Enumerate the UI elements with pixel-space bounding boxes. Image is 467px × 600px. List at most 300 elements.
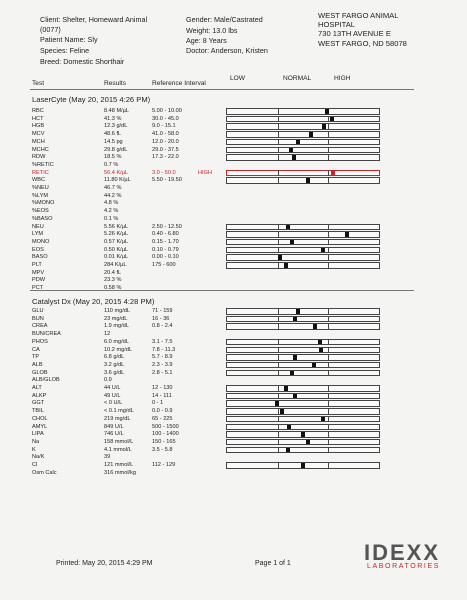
result-marker	[286, 448, 290, 453]
test-name: PHOS	[32, 338, 48, 345]
table-row	[0, 408, 467, 416]
range-divider	[278, 324, 279, 330]
result-value: 158 mmol/L	[104, 438, 134, 445]
column-reference: Reference Interval	[152, 80, 206, 87]
result-value: 0.1 %	[104, 215, 119, 222]
result-marker	[296, 309, 300, 314]
patient-value: Sly	[87, 35, 98, 44]
range-divider	[328, 155, 329, 161]
test-name: GLU	[32, 308, 44, 314]
result-marker	[286, 225, 290, 230]
range-bar	[226, 370, 380, 377]
range-divider	[328, 324, 329, 330]
weight-value: 13.0 lbs	[212, 26, 238, 35]
test-name: BUN/CREA	[32, 331, 61, 338]
result-value: 110 mg/dL	[104, 308, 131, 314]
reference-interval: 29.0 - 37.5	[152, 146, 179, 153]
reference-interval: 14 - 111	[152, 392, 172, 399]
test-name: MCHC	[32, 146, 49, 153]
table-row	[0, 439, 467, 447]
age-label: Age: 8 Years	[186, 36, 227, 45]
table-row	[0, 470, 467, 478]
result-marker	[275, 401, 279, 406]
patient-label: Patient Name: Sly	[40, 35, 98, 44]
reference-interval: 0.10 - 0.79	[152, 246, 179, 253]
range-divider	[328, 401, 329, 407]
column-test: Test	[32, 80, 45, 87]
test-name: ALKP	[32, 392, 47, 399]
range-divider	[328, 124, 329, 130]
reference-interval: 30.0 - 45.0	[152, 115, 179, 122]
result-value: 49 U/L	[104, 392, 121, 399]
reference-interval: 2.50 - 12.50	[152, 223, 182, 230]
range-divider	[328, 355, 329, 361]
range-divider	[278, 463, 279, 469]
test-name: MCH	[32, 138, 45, 145]
table-row	[0, 170, 467, 178]
reference-interval: 0 - 1	[152, 400, 164, 407]
result-value: 3.2 g/dL	[104, 361, 125, 368]
table-row	[0, 239, 467, 247]
test-name: Na	[32, 438, 40, 445]
table-row	[0, 254, 467, 262]
table-row	[0, 347, 467, 355]
range-bar	[226, 308, 380, 315]
range-bar	[226, 362, 380, 369]
table-row	[0, 262, 467, 270]
column-low: LOW	[230, 75, 246, 82]
range-divider	[278, 247, 279, 253]
result-marker	[287, 425, 291, 430]
reference-interval: 5.7 - 8.9	[152, 354, 173, 361]
page-number: Page 1 of 1	[255, 560, 291, 567]
result-marker	[289, 148, 293, 153]
test-name: %LYM	[32, 192, 49, 199]
reference-interval: 500 - 1500	[152, 423, 179, 430]
test-name: ALB/GLOB	[32, 377, 60, 384]
test-name: PDW	[32, 277, 46, 284]
table-row	[0, 116, 467, 124]
table-row	[0, 285, 467, 293]
table-row	[0, 200, 467, 208]
age-value: 8 Years	[202, 36, 227, 45]
range-bar	[226, 147, 380, 154]
range-divider	[278, 155, 279, 161]
test-name: MCV	[32, 131, 45, 138]
hospital-line: 730 13TH AVENUE E	[318, 29, 391, 39]
range-divider	[278, 355, 279, 361]
species-value: Feline	[69, 46, 90, 55]
reference-interval: 12.0 - 20.0	[152, 138, 179, 145]
column-high: HIGH	[334, 75, 351, 82]
result-value: 5.26 K/µL	[104, 231, 129, 238]
range-divider	[278, 447, 279, 453]
range-divider	[278, 109, 279, 115]
range-divider	[328, 339, 329, 345]
range-divider	[328, 463, 329, 469]
reference-interval: 3.5 - 5.8	[152, 446, 173, 453]
range-divider	[328, 432, 329, 438]
table-row	[0, 323, 467, 331]
result-marker	[284, 386, 288, 391]
result-marker	[301, 432, 305, 437]
table-row	[0, 447, 467, 455]
range-divider	[328, 255, 329, 261]
result-value: 5.56 K/µL	[104, 223, 129, 230]
range-divider	[328, 178, 329, 184]
range-bar	[226, 316, 380, 323]
table-row	[0, 393, 467, 401]
range-divider	[328, 263, 329, 269]
table-row	[0, 377, 467, 385]
result-value: 849 U/L	[104, 423, 124, 430]
table-row	[0, 162, 467, 170]
table-row	[0, 424, 467, 432]
range-bar	[226, 262, 380, 269]
result-value: 8.48 M/µL	[104, 108, 129, 114]
range-bar	[226, 131, 380, 138]
client-id: (0077)	[40, 25, 61, 34]
result-marker	[330, 117, 334, 122]
test-name: MONO	[32, 238, 50, 245]
range-bar	[226, 462, 380, 469]
table-row	[0, 462, 467, 470]
table-row	[0, 331, 467, 339]
range-divider	[328, 232, 329, 238]
result-marker	[296, 140, 300, 145]
test-name: PCT	[32, 285, 44, 292]
table-row	[0, 216, 467, 224]
reference-interval: 3.1 - 7.5	[152, 338, 173, 345]
result-marker	[306, 178, 310, 183]
high-result-marker	[331, 171, 335, 176]
breed-value: Domestic Shorthair	[63, 57, 125, 66]
result-marker	[293, 355, 297, 360]
table-row	[0, 231, 467, 239]
test-name: %EOS	[32, 208, 49, 215]
range-divider	[278, 124, 279, 130]
table-row	[0, 147, 467, 155]
test-name: Na/K	[32, 454, 45, 461]
result-value: 20.4 fL	[104, 269, 122, 276]
reference-interval: 0.00 - 0.10	[152, 254, 179, 261]
test-name: K	[32, 446, 36, 453]
result-value: 39	[104, 454, 111, 461]
test-name: Cl	[32, 462, 38, 468]
range-divider	[328, 386, 329, 392]
range-divider	[278, 178, 279, 184]
range-divider	[328, 439, 329, 445]
range-divider	[328, 424, 329, 430]
breed-label: Breed: Domestic Shorthair	[40, 57, 125, 66]
result-value: 10.2 mg/dL	[104, 346, 132, 353]
result-marker	[290, 371, 294, 376]
result-marker	[322, 124, 326, 129]
result-value: 29.8 g/dL	[104, 146, 128, 153]
result-marker	[309, 132, 313, 137]
range-bar	[226, 447, 380, 454]
test-name: Osm Calc	[32, 469, 57, 476]
reference-interval: 2.3 - 3.9	[152, 361, 173, 368]
range-bar	[226, 139, 380, 146]
result-value: 11.80 K/µL	[104, 177, 131, 184]
result-value: 746 U/L	[104, 431, 124, 438]
test-name: GLOB	[32, 369, 48, 376]
table-row	[0, 308, 467, 316]
table-row	[0, 193, 467, 201]
range-divider	[328, 309, 329, 315]
table-row	[0, 247, 467, 255]
result-value: 44 U/L	[104, 385, 121, 391]
range-bar	[226, 116, 380, 123]
idexx-logo-sub: LABORATORIES	[367, 563, 441, 570]
idexx-logo: IDEXX	[364, 540, 441, 565]
result-value: 4.2 %	[104, 208, 119, 215]
section-divider	[30, 290, 414, 291]
range-divider	[328, 116, 329, 122]
range-bar	[226, 108, 380, 115]
result-value: 46.7 %	[104, 185, 122, 191]
range-divider	[328, 362, 329, 368]
range-divider	[328, 393, 329, 399]
result-marker	[292, 155, 296, 160]
reference-interval: 3.0 - 50.0	[152, 169, 176, 176]
table-row	[0, 185, 467, 193]
table-row	[0, 385, 467, 393]
table-row	[0, 277, 467, 285]
range-divider	[328, 139, 329, 145]
result-marker	[284, 263, 288, 268]
reference-interval: 175 - 600	[152, 262, 176, 268]
result-value: 56.4 K/µL	[104, 169, 129, 176]
hospital-address	[318, 11, 407, 48]
reference-interval: 0.40 - 6.80	[152, 231, 179, 238]
range-divider	[278, 370, 279, 376]
range-divider	[278, 386, 279, 392]
range-divider	[328, 170, 329, 176]
result-marker	[293, 317, 297, 322]
range-divider	[278, 224, 279, 230]
result-marker	[280, 409, 284, 414]
test-name: RETIC	[32, 169, 49, 176]
result-value: 1.9 mg/dL	[104, 323, 129, 330]
range-bar	[226, 123, 380, 130]
table-row	[0, 454, 467, 462]
range-divider	[278, 239, 279, 245]
result-value: 0.7 %	[104, 161, 119, 168]
hospital-line: HOSPITAL	[318, 20, 355, 30]
result-value: 23.3 %	[104, 277, 122, 284]
range-divider	[278, 147, 279, 153]
test-name: AMYL	[32, 423, 48, 430]
test-name: CA	[32, 346, 40, 353]
test-name: ALT	[32, 385, 42, 391]
hospital-line: WEST FARGO, ND 58078	[318, 38, 407, 48]
range-bar	[226, 400, 380, 407]
range-divider	[328, 239, 329, 245]
result-value: 23 mg/dL	[104, 315, 128, 322]
column-normal: NORMAL	[283, 75, 312, 82]
table-row	[0, 354, 467, 362]
range-bar	[226, 424, 380, 431]
result-value: 4.8 %	[104, 200, 119, 207]
table-row	[0, 177, 467, 185]
client-label: Client: Shelter, Homeward Animal	[40, 15, 148, 24]
range-divider	[328, 416, 329, 422]
test-name: TP	[32, 354, 40, 361]
table-row	[0, 131, 467, 139]
result-value: 219 mg/dL	[104, 415, 131, 422]
test-name: MPV	[32, 269, 45, 276]
range-divider	[278, 416, 279, 422]
range-divider	[278, 309, 279, 315]
range-divider	[278, 132, 279, 138]
result-value: 0.9	[104, 377, 112, 384]
result-value: 12.3 g/dL	[104, 123, 128, 130]
printed-date: Printed: May 20, 2015 4:29 PM	[56, 560, 153, 567]
result-marker	[306, 440, 310, 445]
result-value: 6.0 mg/dL	[104, 338, 129, 345]
result-value: 0.57 K/µL	[104, 238, 129, 245]
range-bar	[226, 416, 380, 423]
test-name: WBC	[32, 177, 46, 184]
result-value: 121 mmol/L	[104, 462, 134, 468]
range-bar	[226, 354, 380, 361]
result-value: 14.5 pg	[104, 138, 123, 145]
result-marker	[321, 248, 325, 253]
client-value: Shelter, Homeward Animal	[62, 15, 148, 24]
range-bar	[226, 177, 380, 184]
test-name: LYM	[32, 231, 44, 238]
test-name: EOS	[32, 246, 44, 253]
range-divider	[278, 432, 279, 438]
reference-interval: 12 - 130	[152, 385, 173, 391]
reference-interval: 112 - 129	[152, 462, 176, 468]
result-marker	[318, 340, 322, 345]
result-marker	[345, 232, 349, 237]
table-row	[0, 339, 467, 347]
range-bar	[226, 393, 380, 400]
test-name: NEU	[32, 223, 44, 230]
reference-interval: 71 - 159	[152, 308, 173, 314]
result-value: 44.2 %	[104, 192, 122, 199]
table-row	[0, 431, 467, 439]
reference-interval: 0.0 - 0.9	[152, 408, 173, 415]
test-name: BASO	[32, 254, 48, 261]
header-divider	[30, 89, 414, 90]
table-row	[0, 270, 467, 278]
range-divider	[328, 347, 329, 353]
reference-interval: 41.0 - 58.0	[152, 131, 179, 138]
gender-value: Male/Castrated	[213, 15, 263, 24]
table-row	[0, 316, 467, 324]
result-value: < 0.1 mg/dL	[104, 408, 134, 415]
test-name: TBIL	[32, 408, 44, 415]
result-value: 284 K/µL	[104, 262, 127, 268]
high-flag: HIGH	[198, 169, 212, 176]
range-bar	[226, 231, 380, 238]
test-name: HCT	[32, 115, 44, 122]
result-marker	[312, 363, 316, 368]
range-divider	[278, 170, 279, 176]
result-value: 12	[104, 331, 111, 338]
result-marker	[321, 417, 325, 422]
range-divider	[328, 147, 329, 153]
reference-interval: 9.0 - 15.1	[152, 123, 176, 130]
result-value: 0.01 K/µL	[104, 254, 129, 261]
result-marker	[278, 255, 282, 260]
range-bar	[226, 439, 380, 446]
reference-interval: 17.3 - 22.0	[152, 154, 179, 161]
range-divider	[278, 232, 279, 238]
test-name: %NEU	[32, 185, 49, 191]
table-row	[0, 416, 467, 424]
range-divider	[328, 409, 329, 415]
range-divider	[328, 370, 329, 376]
test-name: ALB	[32, 361, 43, 368]
test-name: CHOL	[32, 415, 48, 422]
test-name: HGB	[32, 123, 45, 130]
result-marker	[293, 394, 297, 399]
column-results: Results	[104, 80, 126, 87]
range-divider	[278, 439, 279, 445]
table-row	[0, 400, 467, 408]
table-row	[0, 154, 467, 162]
range-divider	[328, 316, 329, 322]
test-name: %BASO	[32, 215, 53, 222]
range-divider	[278, 139, 279, 145]
result-marker	[325, 109, 329, 114]
section-title-lasercyte: LaserCyte (May 20, 2015 4:26 PM)	[32, 95, 151, 104]
doctor-value: Anderson, Kristen	[210, 46, 268, 55]
reference-interval: 100 - 1400	[152, 431, 179, 438]
table-row	[0, 224, 467, 232]
range-divider	[278, 347, 279, 353]
reference-interval: 5.00 - 10.00	[152, 108, 182, 114]
result-value: 316 mmol/kg	[104, 469, 137, 476]
reference-interval: 2.8 - 5.1	[152, 369, 173, 376]
result-value: 4.1 mmol/L	[104, 446, 132, 453]
result-value: 0.50 K/µL	[104, 246, 129, 253]
test-name: %MONO	[32, 200, 55, 207]
doctor-label: Doctor: Anderson, Kristen	[186, 46, 268, 55]
result-marker	[301, 463, 305, 468]
range-divider	[278, 362, 279, 368]
range-bar	[226, 385, 380, 392]
range-bar	[226, 408, 380, 415]
test-name: %RETIC	[32, 161, 54, 168]
range-bar	[226, 247, 380, 254]
reference-interval: 65 - 225	[152, 415, 173, 422]
reference-interval: 5.50 - 19.50	[152, 177, 182, 184]
range-bar	[226, 323, 380, 330]
table-row	[0, 362, 467, 370]
result-value: 3.6 g/dL	[104, 369, 125, 376]
range-bar	[226, 154, 380, 161]
section-title-catalyst: Catalyst Dx (May 20, 2015 4:28 PM)	[32, 297, 155, 306]
result-value: 6.8 g/dL	[104, 354, 125, 361]
table-row	[0, 108, 467, 116]
range-bar	[226, 347, 380, 354]
range-divider	[328, 224, 329, 230]
range-divider	[328, 132, 329, 138]
result-value: 48.6 fL	[104, 131, 122, 138]
test-name: BUN	[32, 315, 44, 322]
reference-interval: 16 - 36	[152, 315, 170, 322]
range-bar	[226, 254, 380, 261]
range-divider	[278, 393, 279, 399]
range-bar	[226, 431, 380, 438]
